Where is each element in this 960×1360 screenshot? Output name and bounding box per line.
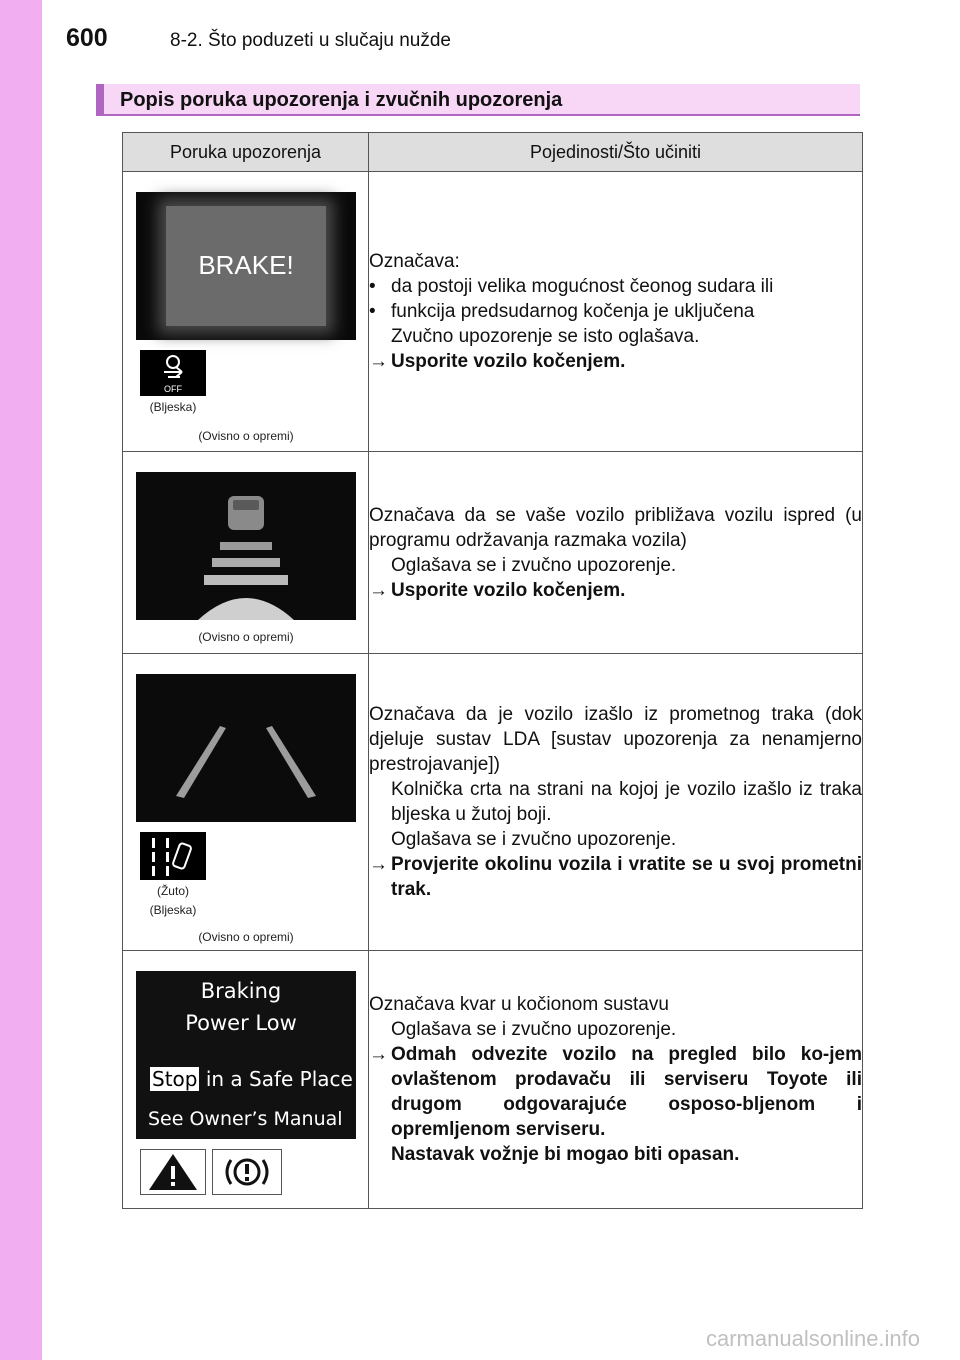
message-cell <box>123 172 369 452</box>
page-number: 600 <box>66 24 108 52</box>
arrow-icon: → <box>369 854 388 875</box>
arrow-icon: → <box>369 351 388 372</box>
section-heading-box <box>96 84 860 116</box>
watermark: carmanualsonline.info <box>706 1326 921 1351</box>
detail-note: Kolnička crta na strani na kojoj je vozilo izašlo iz traka bljeska u žutoj boji. <box>391 779 862 825</box>
table-row <box>123 172 863 452</box>
detail-intro: Označava: <box>369 251 460 272</box>
screen-line: Power Low <box>185 1011 297 1035</box>
warning-table <box>122 132 863 1209</box>
lane-departure-icon <box>140 832 206 880</box>
bullet-icon: • <box>369 301 376 322</box>
distance-screen <box>136 472 356 620</box>
detail-action: → Usporite vozilo kočenjem. <box>369 579 626 601</box>
warning-triangle-icon <box>140 1149 206 1195</box>
table-header-row <box>123 133 863 172</box>
equipment-caption: (Ovisno o opremi) <box>198 930 294 944</box>
message-cell <box>123 654 369 951</box>
arrow-icon: → <box>369 1044 388 1065</box>
details-cell <box>369 654 863 951</box>
braking-power-screen <box>136 971 356 1139</box>
equipment-caption: (Ovisno o opremi) <box>198 429 294 443</box>
message-cell <box>123 452 369 654</box>
col-header-details: Pojedinosti/Što učiniti <box>369 133 863 172</box>
chapter-title: 8-2. Što poduzeti u slučaju nužde <box>170 30 451 51</box>
list-item: • da postoji velika mogućnost čeonog sudara ili <box>369 276 774 297</box>
detail-action: → Provjerite okolinu vozila i vratite se u svoj prometni trak. <box>369 854 862 900</box>
details-cell <box>369 172 863 452</box>
icon-caption: (Bljeska) <box>149 400 197 414</box>
col-header-message: Poruka upozorenja <box>123 133 369 172</box>
section-title: Popis poruka upozorenja i zvučnih upozorenja <box>120 89 563 111</box>
detail-action: → Odmah odvezite vozilo na pregled bilo ko-jem ovlaštenom prodavaču ili serviseru Toyote ili drugom odgovarajuće osposo-bljenom i opremljenom serviseru. <box>369 1044 862 1140</box>
pcs-off-label: OFF <box>164 384 182 394</box>
screen-line: See Owner’s Manual <box>148 1108 343 1130</box>
detail-note: Oglašava se i zvučno upozorenje. <box>391 1019 677 1040</box>
detail-text: Označava da je vozilo izašlo iz prometnog traka (dok djeluje sustav LDA [sustav upozorenja za nenamjerno prestrojavanje]) <box>369 704 862 775</box>
icon-caption: (Žuto) <box>156 884 189 898</box>
arrow-icon: → <box>369 579 388 601</box>
details-cell <box>369 452 863 654</box>
brake-system-icon <box>212 1149 282 1195</box>
detail-action: → Usporite vozilo kočenjem. <box>369 351 626 372</box>
message-cell <box>123 951 369 1209</box>
table-row <box>123 654 863 951</box>
stop-highlight: Stop <box>152 1067 198 1091</box>
table-row <box>123 951 863 1209</box>
bullet-icon: • <box>369 276 376 297</box>
side-color-bar <box>0 0 42 1360</box>
details-cell <box>369 951 863 1209</box>
screen-line: Stop in a Safe Place <box>152 1067 353 1091</box>
screen-line: Braking <box>200 979 282 1003</box>
equipment-caption: (Ovisno o opremi) <box>198 630 294 644</box>
detail-text: Označava da se vaše vozilo približava vozilu ispred (u programu održavanja razmaka vozila) <box>369 504 862 551</box>
lane-screen <box>136 674 356 822</box>
brake-screen <box>136 192 356 340</box>
brake-screen-text: BRAKE! <box>198 250 294 280</box>
detail-warning: Nastavak vožnje bi mogao biti opasan. <box>391 1144 740 1165</box>
list-item: • funkcija predsudarnog kočenja je uključena <box>369 301 755 322</box>
detail-note: Oglašava se i zvučno upozorenje. <box>391 829 677 850</box>
detail-note: Zvučno upozorenje se isto oglašava. <box>391 326 700 347</box>
icon-caption: (Bljeska) <box>149 903 197 917</box>
table-row <box>123 452 863 654</box>
detail-text: Označava kvar u kočionom sustavu <box>369 994 669 1015</box>
detail-note: Oglašava se i zvučno upozorenje. <box>391 554 677 576</box>
pcs-off-icon <box>140 350 206 396</box>
